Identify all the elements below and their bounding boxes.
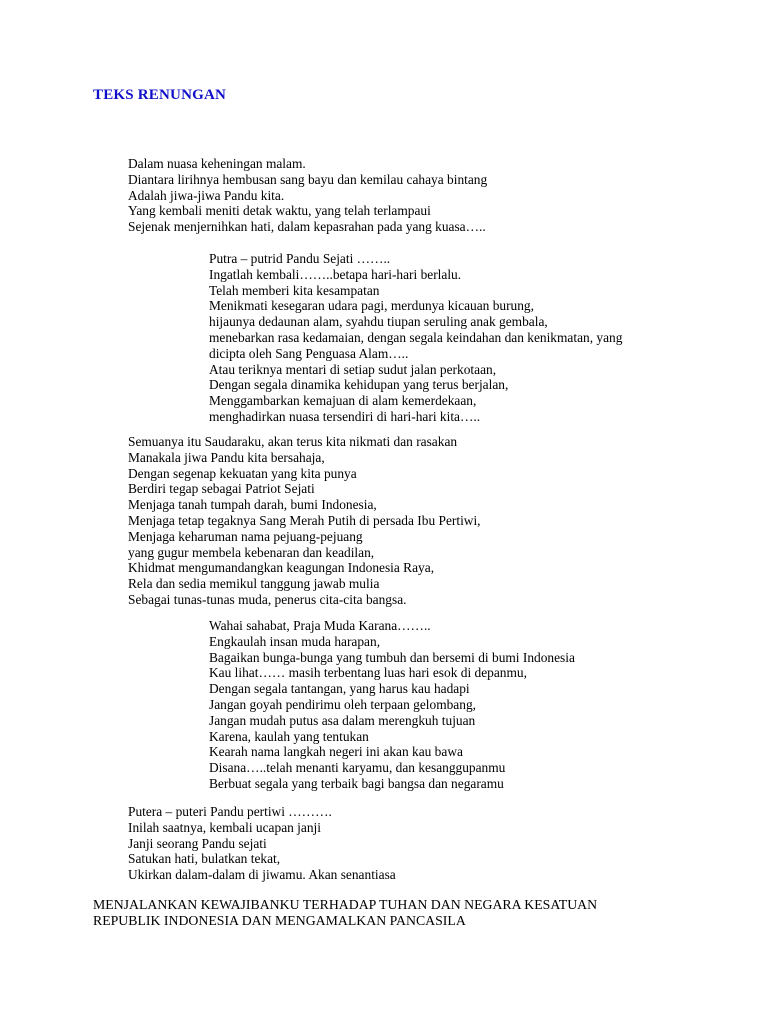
poem-line: dicipta oleh Sang Penguasa Alam….. — [209, 345, 409, 361]
poem-line: Menjaga keharuman nama pejuang-pejuang — [128, 528, 363, 544]
poem-line: hijaunya dedaunan alam, syahdu tiupan seruling anak gembala, — [209, 314, 548, 330]
closing-line: REPUBLIK INDONESIA DAN MENGAMALKAN PANCASILA — [93, 913, 466, 928]
poem-line: Jangan goyah pendirimu oleh terpaan gelombang, — [209, 696, 476, 712]
poem-line: Menikmati kesegaran udara pagi, merdunya kicauan burung, — [209, 298, 534, 314]
poem-line: Yang kembali meniti detak waktu, yang telah terlampaui — [128, 203, 431, 219]
page-title: TEKS RENUNGAN — [93, 87, 227, 103]
poem-line: Bagaikan bunga-bunga yang tumbuh dan bersemi di bumi Indonesia — [209, 649, 575, 665]
poem-line: Janji seorang Pandu sejati — [128, 835, 267, 851]
poem-line: Ukirkan dalam-dalam di jiwamu. Akan senantiasa — [128, 867, 396, 883]
poem-line: Rela dan sedia memikul tanggung jawab mulia — [128, 576, 380, 592]
poem-line: Putra – putrid Pandu Sejati …….. — [209, 251, 391, 266]
poem-line: Menjaga tetap tegaknya Sang Merah Putih di persada Ibu Pertiwi, — [128, 512, 481, 528]
poem-line: Manakala jiwa Pandu kita bersahaja, — [128, 449, 325, 465]
stanza-4 — [209, 618, 575, 792]
poem-line: Dalam nuasa keheningan malam. — [128, 156, 306, 171]
stanza-2 — [209, 251, 622, 425]
poem-line: Dengan segala dinamika kehidupan yang terus berjalan, — [209, 377, 509, 393]
poem-line: Disana…..telah menanti karyamu, dan kesanggupanmu — [209, 760, 506, 776]
poem-line: Ingatlah kembali……..betapa hari-hari berlalu. — [209, 266, 462, 282]
poem-line: Atau teriknya mentari di setiap sudut jalan perkotaan, — [209, 361, 497, 377]
poem-line: menghadirkan nuasa tersendiri di hari-hari kita….. — [209, 408, 481, 424]
poem-line: yang gugur membela kebenaran dan keadilan, — [128, 544, 375, 560]
poem-line: Menjaga tanah tumpah darah, bumi Indonesia, — [128, 497, 377, 513]
poem-line: Telah memberi kita kesampatan — [209, 282, 380, 298]
stanza-1 — [128, 156, 487, 235]
poem-line: Wahai sahabat, Praja Muda Karana…….. — [209, 618, 431, 633]
poem-line: Putera – puteri Pandu pertiwi ………. — [128, 804, 332, 819]
poem-line: Dengan segala tantangan, yang harus kau hadapi — [209, 681, 470, 697]
poem-line: Satukan hati, bulatkan tekat, — [128, 851, 281, 867]
poem-line: Sebagai tunas-tunas muda, penerus cita-cita bangsa. — [128, 591, 407, 607]
poem-line: Jangan mudah putus asa dalam merengkuh tujuan — [209, 712, 476, 728]
poem-line: Diantara lirihnya hembusan sang bayu dan kemilau cahaya bintang — [128, 171, 488, 187]
closing-line: MENJALANKAN KEWAJIBANKU TERHADAP TUHAN DAN NEGARA KESATUAN — [93, 897, 598, 912]
poem-line: Karena, kaulah yang tentukan — [209, 728, 369, 744]
stanza-3 — [128, 434, 481, 608]
poem-line: Berdiri tegap sebagai Patriot Sejati — [128, 481, 315, 497]
poem-line: Sejenak menjernihkan hati, dalam kepasrahan pada yang kuasa….. — [128, 219, 486, 235]
poem-line: Dengan segenap kekuatan yang kita punya — [128, 465, 357, 481]
poem-line: Khidmat mengumandangkan keagungan Indonesia Raya, — [128, 560, 435, 576]
poem-line: Menggambarkan kemajuan di alam kemerdekaan, — [209, 393, 477, 409]
poem-line: Kearah nama langkah negeri ini akan kau bawa — [209, 744, 463, 760]
closing-oath — [93, 897, 597, 929]
poem-line: Inilah saatnya, kembali ucapan janji — [128, 819, 321, 835]
poem-line: Semuanya itu Saudaraku, akan terus kita nikmati dan rasakan — [128, 434, 458, 449]
poem-line: Engkaulah insan muda harapan, — [209, 633, 381, 649]
poem-line: Kau lihat…… masih terbentang luas hari esok di depanmu, — [209, 665, 527, 681]
stanza-5 — [128, 804, 396, 883]
poem-line: menebarkan rasa kedamaian, dengan segala keindahan dan kenikmatan, yang — [209, 329, 623, 345]
poem-line: Berbuat segala yang terbaik bagi bangsa dan negaramu — [209, 775, 504, 791]
poem-line: Adalah jiwa-jiwa Pandu kita. — [128, 187, 285, 203]
